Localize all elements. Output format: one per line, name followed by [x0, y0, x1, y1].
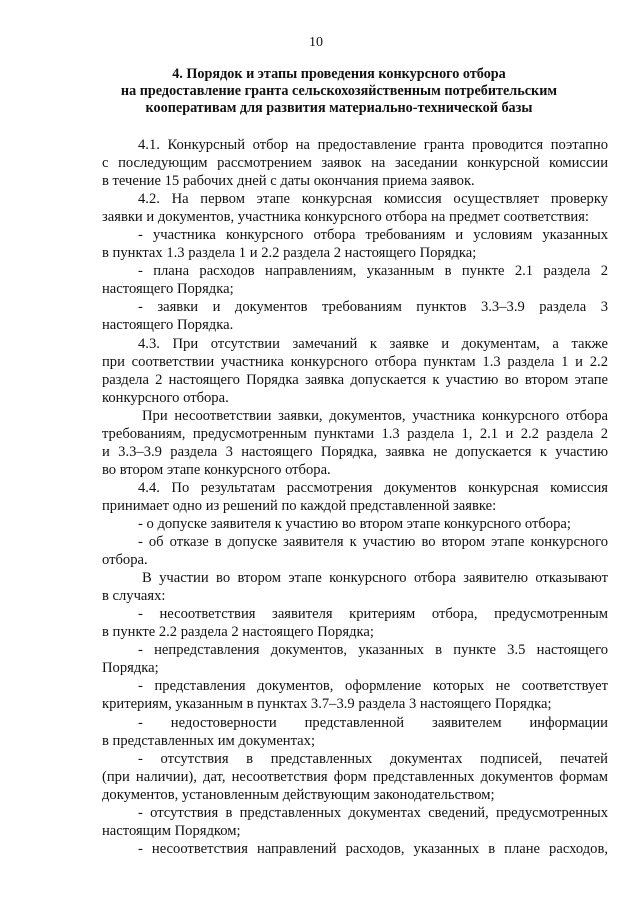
text-line: - несоответствия заявителя критериям отбора, предусмотренным — [138, 606, 608, 623]
text-line: в случаях: — [102, 588, 166, 605]
text-line: конкурсного отбора. — [102, 389, 229, 406]
section-heading — [104, 66, 574, 117]
text-line: - плана расходов направлениям, указанным в пункте 2.1 раздела 2 — [138, 263, 608, 280]
text-line: - заявки и документов требованиям пунктов 3.3–3.9 раздела 3 — [138, 299, 608, 316]
text-line: При несоответствии заявки, документов, участника конкурсного отбора — [142, 407, 608, 424]
text-line: настоящего Порядка; — [102, 281, 234, 298]
text-line: 4.3. При отсутствии замечаний к заявке и документам, а также — [138, 335, 608, 352]
text-line: 4.1. Конкурсный отбор на предоставление гранта проводится поэтапно — [138, 137, 608, 153]
text-line: 4.4. По результатам рассмотрения документов конкурсная комиссия — [138, 479, 608, 496]
text-line: в пунктах 1.3 раздела 1 и 2.2 раздела 2 настоящего Порядка; — [102, 245, 477, 262]
text-line: настоящего Порядка. — [102, 317, 234, 334]
text-line: с последующим рассмотрением заявок на заседании конкурсной комиссии — [102, 155, 608, 172]
text-line: - несоответствия направлений расходов, указанных в плане расходов, — [138, 840, 608, 857]
text-line: - отсутствия в представленных документах подписей, печатей — [138, 750, 608, 767]
text-line: (при наличии), дат, несоответствия форм представленных документов формам — [102, 768, 608, 785]
text-line: настоящим Порядком; — [102, 822, 241, 839]
text-line: документов, установленным действующим законодательством; — [102, 786, 495, 803]
text-line: заявки и документов, участника конкурсного отбора на предмет соответствия: — [102, 209, 589, 226]
text-line: - участника конкурсного отбора требованиям и условиям указанных — [138, 227, 608, 244]
text-line: критериям, указанным в пунктах 3.7–3.9 раздела 3 настоящего Порядка; — [102, 696, 552, 713]
text-line: 4.2. На первом этапе конкурсная комиссия осуществляет проверку — [138, 191, 608, 208]
text-line: - представления документов, оформление которых не соответствует — [138, 678, 608, 695]
text-line: - недостоверности представленной заявителем информации — [138, 714, 608, 731]
text-line: принимает одно из решений по каждой представленной заявке: — [102, 497, 497, 514]
heading-line: на предоставление гранта сельскохозяйственным потребительским — [120, 83, 558, 99]
text-line: - о допуске заявителя к участию во втором этапе конкурсного отбора; — [138, 515, 571, 532]
text-line: при соответствии участника конкурсного отбора пунктам 1.3 раздела 1 и 2.2 — [102, 353, 608, 370]
text-line: - непредставления документов, указанных в пункте 3.5 настоящего — [138, 642, 608, 659]
page-number: 10 — [309, 35, 323, 50]
body-text — [102, 136, 608, 858]
text-line: В участии во втором этапе конкурсного отбора заявителю отказывают — [142, 570, 608, 587]
text-line: требованиям, предусмотренным пунктами 1.3 раздела 1, 2.1 и 2.2 раздела 2 — [102, 425, 608, 442]
text-line: в пункте 2.2 раздела 2 настоящего Порядка; — [102, 624, 374, 641]
text-line: в представленных им документах; — [102, 732, 316, 749]
text-line: и 3.3–3.9 раздела 3 настоящего Порядка, заявка не допускается к участию — [102, 443, 608, 460]
text-line: раздела 2 настоящего Порядка заявка допускается к участию во втором этапе — [102, 371, 608, 388]
text-line: - отсутствия в представленных документах сведений, предусмотренных — [138, 804, 608, 821]
text-line: в течение 15 рабочих дней с даты окончания приема заявок. — [102, 173, 475, 190]
heading-line: кооперативам для развития материально-технической базы — [145, 100, 533, 116]
text-line: Порядка; — [102, 660, 159, 677]
text-line: во втором этапе конкурсного отбора. — [102, 461, 331, 478]
text-line: - об отказе в допуске заявителя к участию во втором этапе конкурсного — [138, 534, 608, 551]
text-line: отбора. — [102, 552, 148, 569]
heading-line: 4. Порядок и этапы проведения конкурсного отбора — [172, 66, 506, 82]
